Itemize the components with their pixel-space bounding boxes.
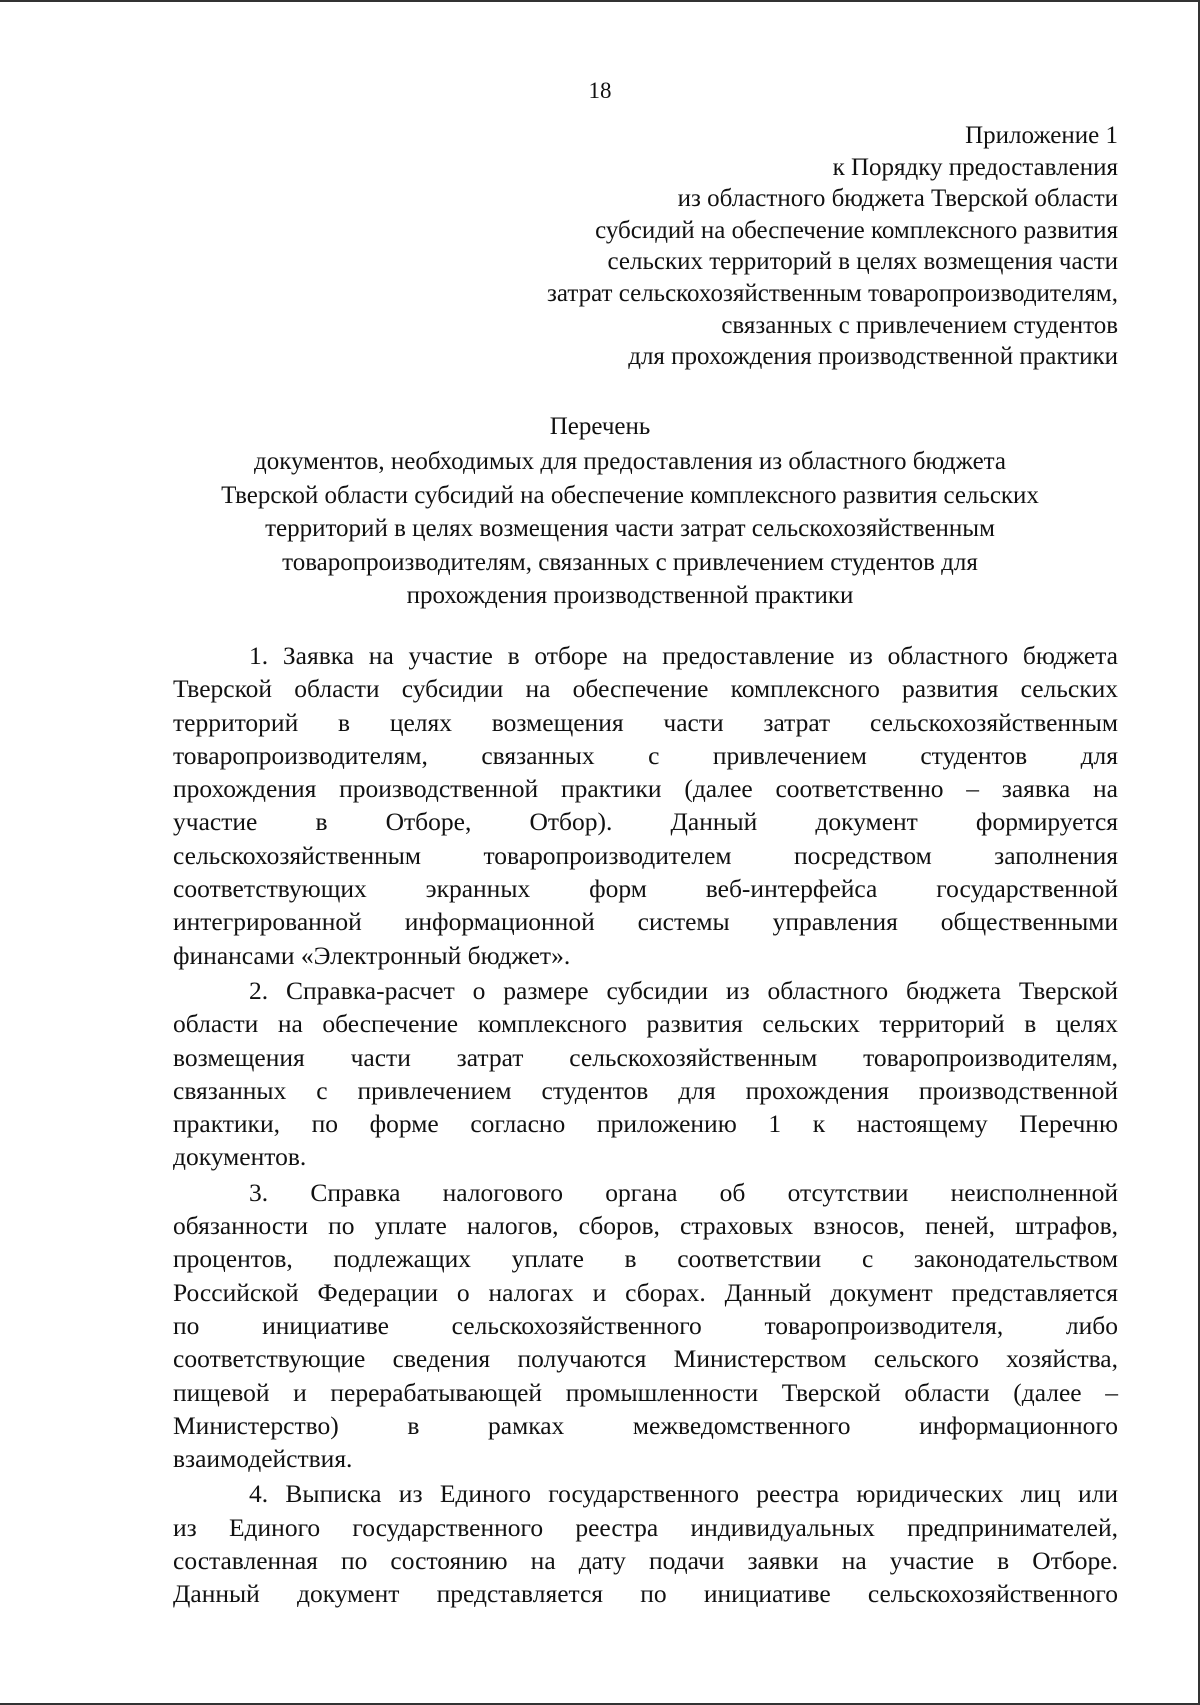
paragraph-line: документов. xyxy=(173,1142,307,1172)
subtitle-line: товаропроизводителям, связанных с привлечением студентов для xyxy=(282,548,978,576)
paragraph-line: Тверской области субсидии на обеспечение комплексного развития сельских xyxy=(173,674,1118,704)
paragraph-line: области на обеспечение комплексного развития сельских территорий в целях xyxy=(173,1009,1118,1039)
paragraph-line: 1. Заявка на участие в отборе на предоставление из областного бюджета xyxy=(249,641,1118,670)
paragraph-line: товаропроизводителям, связанных с привлечением студентов для xyxy=(173,740,1118,770)
document-body xyxy=(173,639,1118,1613)
document-title: Перечень xyxy=(549,413,651,440)
list-item-3 xyxy=(173,1176,1118,1476)
paragraph-line: интегрированной информационной системы управления общественными xyxy=(173,907,1118,937)
paragraph-line: Данный документ представляется по инициативе сельскохозяйственного xyxy=(173,1579,1118,1609)
paragraph-line: соответствующих экранных форм веб-интерфейса государственной xyxy=(173,874,1118,904)
paragraph-line: прохождения производственной практики (далее соответственно – заявка на xyxy=(173,774,1118,804)
appendix-header xyxy=(358,120,1118,373)
paragraph-line: 3. Справка налогового органа об отсутствии неисполненной xyxy=(249,1177,1118,1207)
appendix-line: связанных с привлечением студентов xyxy=(721,311,1118,339)
appendix-line: сельских территорий в целях возмещения части xyxy=(607,248,1118,276)
paragraph-line: Министерство) в рамках межведомственного информационного xyxy=(173,1410,1118,1440)
appendix-line: субсидий на обеспечение комплексного развития xyxy=(595,216,1118,244)
paragraph-line: соответствующие сведения получаются Министерством сельского хозяйства, xyxy=(173,1344,1118,1374)
document-subtitle xyxy=(170,445,1090,613)
paragraph-line: Российской Федерации о налогах и сборах. Данный документ представляется xyxy=(173,1277,1118,1307)
paragraph-line: территорий в целях возмещения части затрат сельскохозяйственным xyxy=(173,707,1118,737)
paragraph-line: участие в Отборе, Отбор). Данный документ формируется xyxy=(173,807,1118,837)
paragraph-line: из Единого государственного реестра индивидуальных предпринимателей, xyxy=(173,1512,1118,1542)
paragraph-line: 4. Выписка из Единого государственного реестра юридических лиц или xyxy=(249,1479,1118,1509)
subtitle-line: прохождения производственной практики xyxy=(406,582,854,609)
appendix-line: затрат сельскохозяйственным товаропроизводителям, xyxy=(547,279,1118,307)
paragraph-line: взаимодействия. xyxy=(173,1444,353,1474)
paragraph-line: практики, по форме согласно приложению 1 к настоящему Перечню xyxy=(173,1109,1118,1139)
list-item-1 xyxy=(173,639,1118,972)
appendix-line: к Порядку предоставления xyxy=(832,153,1118,181)
subtitle-line: Тверской области субсидий на обеспечение комплексного развития сельских xyxy=(221,481,1039,509)
subtitle-line: документов, необходимых для предоставления из областного бюджета xyxy=(254,448,1006,475)
appendix-line: из областного бюджета Тверской области xyxy=(677,185,1118,213)
appendix-line: для прохождения производственной практики xyxy=(628,343,1118,371)
subtitle-line: территорий в целях возмещения части затрат сельскохозяйственным xyxy=(265,515,995,542)
paragraph-line: пищевой и перерабатывающей промышленности Тверской области (далее – xyxy=(173,1377,1118,1407)
list-item-2 xyxy=(173,974,1118,1174)
page-number: 18 xyxy=(588,78,612,103)
paragraph-line: 2. Справка-расчет о размере субсидии из областного бюджета Тверской xyxy=(249,975,1118,1005)
paragraph-line: процентов, подлежащих уплате в соответствии с законодательством xyxy=(173,1244,1118,1274)
paragraph-line: по инициативе сельскохозяйственного товаропроизводителя, либо xyxy=(173,1310,1118,1340)
paragraph-line: составленная по состоянию на дату подачи заявки на участие в Отборе. xyxy=(173,1546,1118,1576)
list-item-4 xyxy=(173,1477,1118,1610)
paragraph-line: обязанности по уплате налогов, сборов, страховых взносов, пеней, штрафов, xyxy=(173,1211,1118,1241)
appendix-line: Приложение 1 xyxy=(965,122,1118,149)
paragraph-line: сельскохозяйственным товаропроизводителем посредством заполнения xyxy=(173,840,1118,870)
paragraph-line: возмещения части затрат сельскохозяйственным товаропроизводителям, xyxy=(173,1042,1118,1072)
paragraph-line: финансами «Электронный бюджет». xyxy=(173,940,571,970)
paragraph-line: связанных с привлечением студентов для прохождения производственной xyxy=(173,1075,1118,1105)
